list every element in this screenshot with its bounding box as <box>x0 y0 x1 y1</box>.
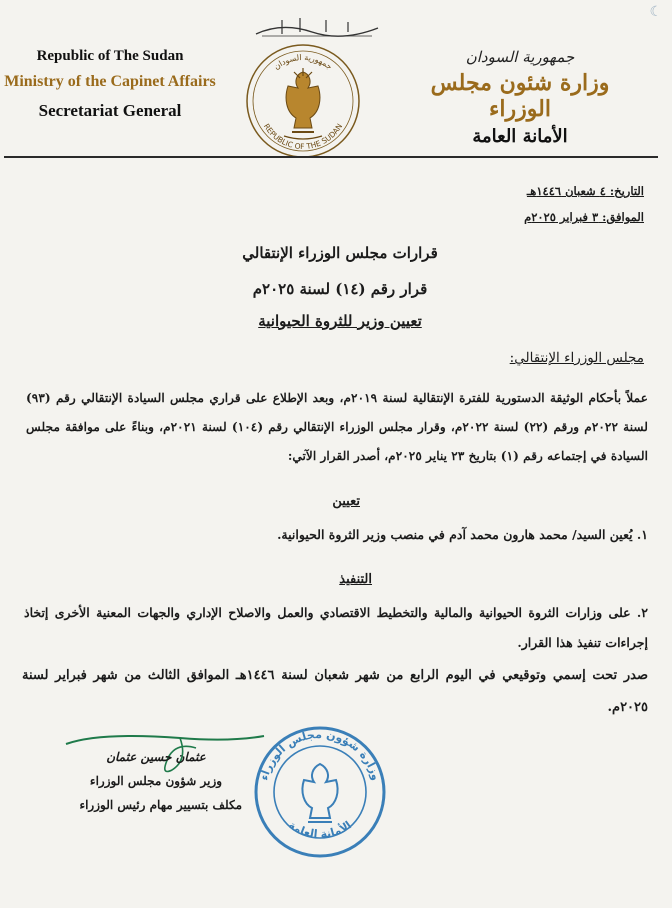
department-name-en: Secretariat General <box>38 101 182 120</box>
emblem-text-bottom: REPUBLIC OF THE SUDAN <box>261 122 345 152</box>
section-heading-appointment: تعيين <box>332 494 360 509</box>
official-stamp-icon <box>252 724 388 860</box>
letterhead-arabic <box>400 48 640 147</box>
signatory-name: عثمان حسين عثمان <box>106 750 206 764</box>
sudan-emblem-icon <box>244 42 362 160</box>
hijri-date: التاريخ: ٤ شعبان ١٤٤٦هـ <box>526 184 644 198</box>
stamp-text-top: وزارة شؤون مجلس الوزراء <box>257 727 383 782</box>
signature-block <box>56 750 256 822</box>
department-name-ar: الأمانة العامة <box>472 126 568 147</box>
ministry-name-ar: وزارة شئون مجلس الوزراء <box>430 70 610 122</box>
letterhead-english <box>0 48 220 121</box>
calligraphy-ornament <box>252 14 382 40</box>
country-name-en: Republic of The Sudan <box>36 48 184 64</box>
issued-statement: صدر تحت إسمي وتوقيعي في اليوم الرابع من شهر شعبان لسنة ١٤٤٦هـ الموافق الثالث من شهر فبراير لسنة ٢٠٢٥م. <box>22 668 648 715</box>
decision-number: قرار رقم (١٤) لسنة ٢٠٢٥م <box>252 280 428 298</box>
decree-item-1: ١. يُعين السيد/ محمد هارون محمد آدم في منصب وزير الثروة الحيوانية. <box>277 527 648 542</box>
decision-series-title: قرارات مجلس الوزراء الإنتقالي <box>242 244 438 262</box>
emblem-text-top: جمهورية السودان <box>272 53 334 72</box>
gregorian-date: الموافق: ٣ فبراير ٢٠٢٥م <box>524 210 644 224</box>
section-heading-execution: التنفيذ <box>339 572 372 587</box>
decision-subject: تعيين وزير للثروة الحيوانية <box>258 312 422 330</box>
signatory-title: وزير شؤون مجلس الوزراء <box>89 774 223 788</box>
ministry-name-en: Ministry of the Capinet Affairs <box>4 73 216 90</box>
country-name-ar: جمهورية السودان <box>465 48 575 66</box>
stamp-text-bottom: الأمانة العامة <box>286 818 354 841</box>
header-divider <box>4 156 658 158</box>
decree-item-2: ٢. على وزارات الثروة الحيوانية والمالية والتخطيط الاقتصادي والعمل والاصلاح الإداري والجهات المعنية الأخرى إتخاذ إجراءات تنفيذ هذا القرار. <box>24 605 648 650</box>
corner-icon: ☾ <box>649 4 662 20</box>
signatory-role: مكلف بتسيير مهام رئيس الوزراء <box>79 798 242 812</box>
preamble-paragraph: عملاً بأحكام الوثيقة الدستورية للفترة الإنتقالية لسنة ٢٠١٩م، وبعد الإطلاع على قراري مجلس السيادة الإنتقالي رقم (٩٣) لسنة ٢٠٢٢م ورقم (٢٢) لسنة ٢٠٢٢م، وقرار مجلس الوزراء الإنتقالي رقم (١٠٤) لسنة ٢٠٢١م، وبناءً على موافقة مجلس السيادة في إجتماعه رقم (١) بتاريخ ٢٣ يناير ٢٠٢٥م، أصدر القرار الآتي: <box>26 391 648 463</box>
salutation: مجلس الوزراء الإنتقالي: <box>509 350 644 366</box>
svg-text:وزارة شؤون مجلس الوزراء <box>257 728 382 782</box>
date-block <box>524 178 644 230</box>
decision-heading <box>120 244 560 330</box>
